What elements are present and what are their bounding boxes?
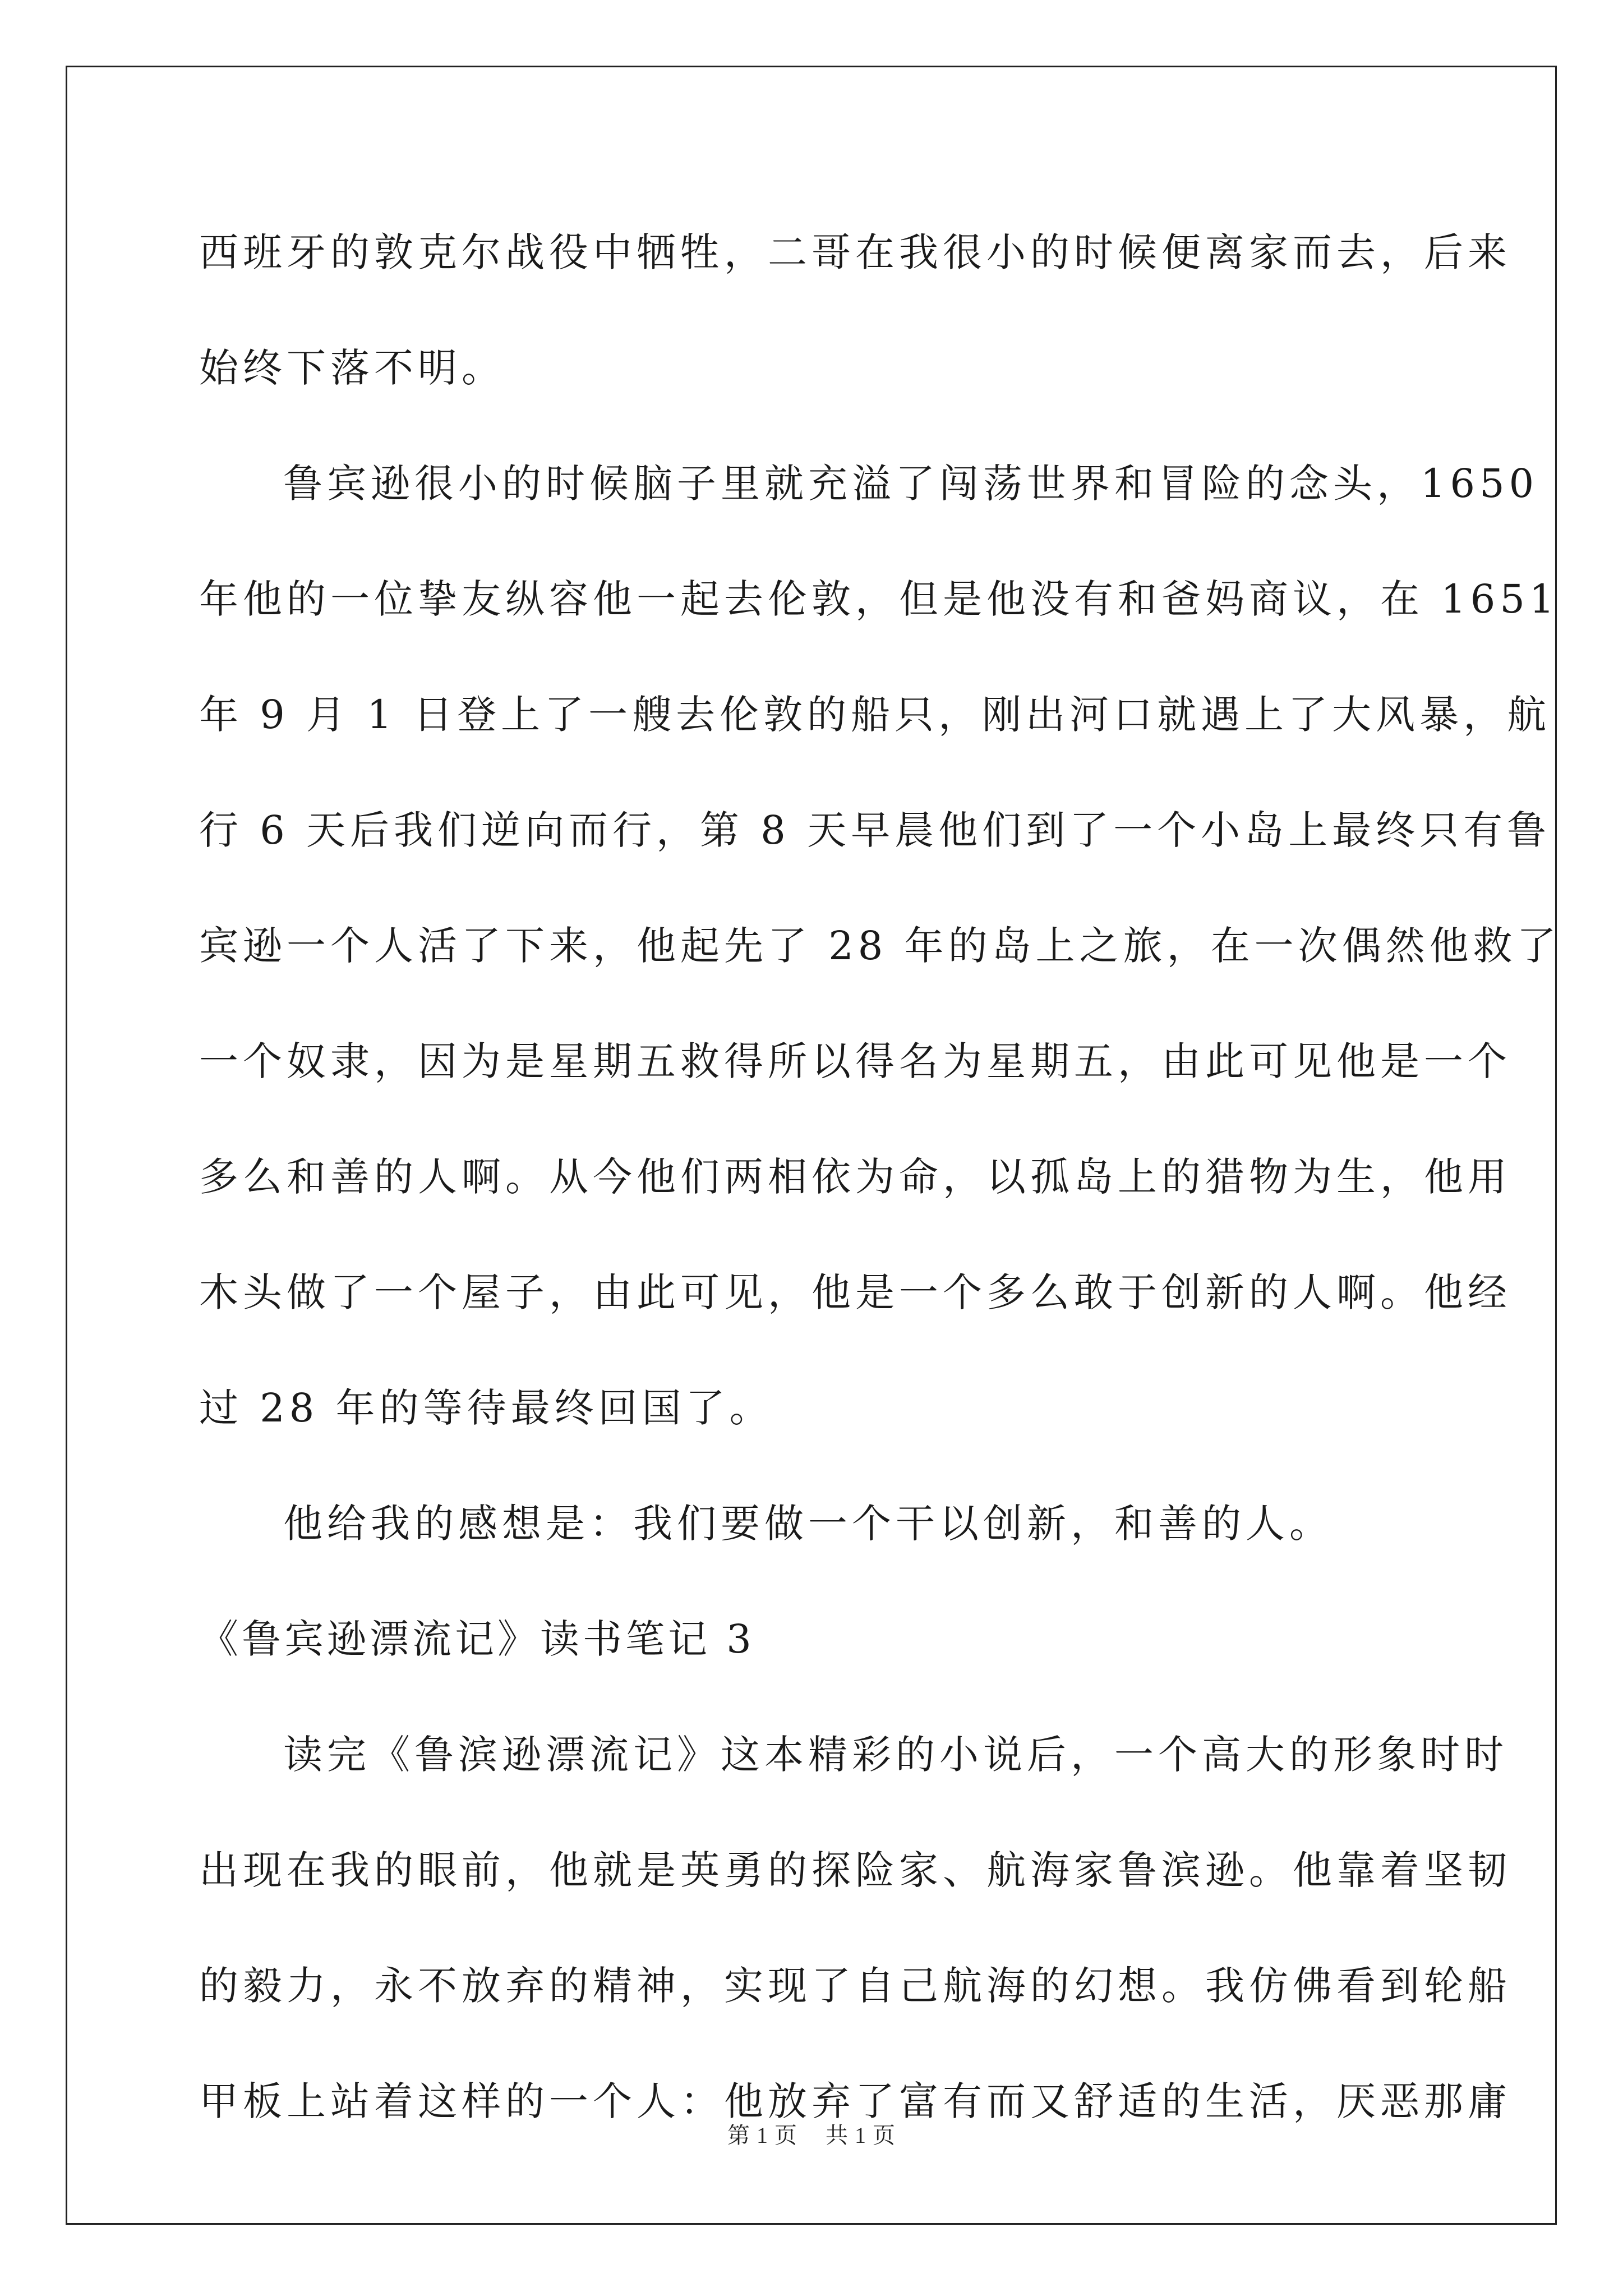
body-text-line: 过 28 年的等待最终回国了。 <box>199 1385 773 1431</box>
body-text-line: 多么和善的人啊。从今他们两相依为命，以孤岛上的猎物为生，他用 <box>199 1154 1511 1200</box>
paragraph-start-line: 读完《鲁滨逊漂流记》这本精彩的小说后，一个高大的形象时时 <box>283 1732 1508 1778</box>
body-text-line: 年他的一位挚友纵容他一起去伦敦，但是他没有和爸妈商议，在 1651 <box>199 576 1559 622</box>
paragraph-start-line: 他给我的感想是：我们要做一个干以创新，和善的人。 <box>283 1501 1333 1547</box>
body-text-line: 的毅力，永不放弃的精神，实现了自己航海的幻想。我仿佛看到轮船 <box>199 1963 1511 2009</box>
body-text-line: 甲板上站着这样的一个人：他放弃了富有而又舒适的生活，厌恶那庸 <box>199 2078 1511 2124</box>
body-text-line: 宾逊一个人活了下来，他起先了 28 年的岛上之旅，在一次偶然他救了 <box>199 923 1561 969</box>
body-text-line: 木头做了一个屋子，由此可见，他是一个多么敢于创新的人啊。他经 <box>199 1269 1511 1315</box>
paragraph-start-line: 鲁宾逊很小的时候脑子里就充溢了闯荡世界和冒险的念头，1650 <box>283 461 1539 507</box>
body-text-line: 年 9 月 1 日登上了一艘去伦敦的船只，刚出河口就遇上了大风暴，航 <box>199 692 1551 738</box>
body-text-line: 始终下落不明。 <box>199 345 505 391</box>
body-text-line: 西班牙的敦克尔战役中牺牲，二哥在我很小的时候便离家而去，后来 <box>199 229 1511 275</box>
body-text-line: 一个奴隶，因为是星期五救得所以得名为星期五，由此可见他是一个 <box>199 1038 1511 1084</box>
document-body <box>199 208 1561 2172</box>
body-text-line: 出现在我的眼前，他就是英勇的探险家、航海家鲁滨逊。他靠着坚韧 <box>199 1847 1511 1893</box>
page-total: 共 1 页 <box>826 2123 896 2148</box>
page-footer <box>0 2118 1623 2150</box>
page-number: 第 1 页 <box>727 2123 797 2148</box>
section-heading: 《鲁宾逊漂流记》读书笔记 3 <box>199 1616 755 1662</box>
body-text-line: 行 6 天后我们逆向而行，第 8 天早晨他们到了一个小岛上最终只有鲁 <box>199 807 1551 853</box>
